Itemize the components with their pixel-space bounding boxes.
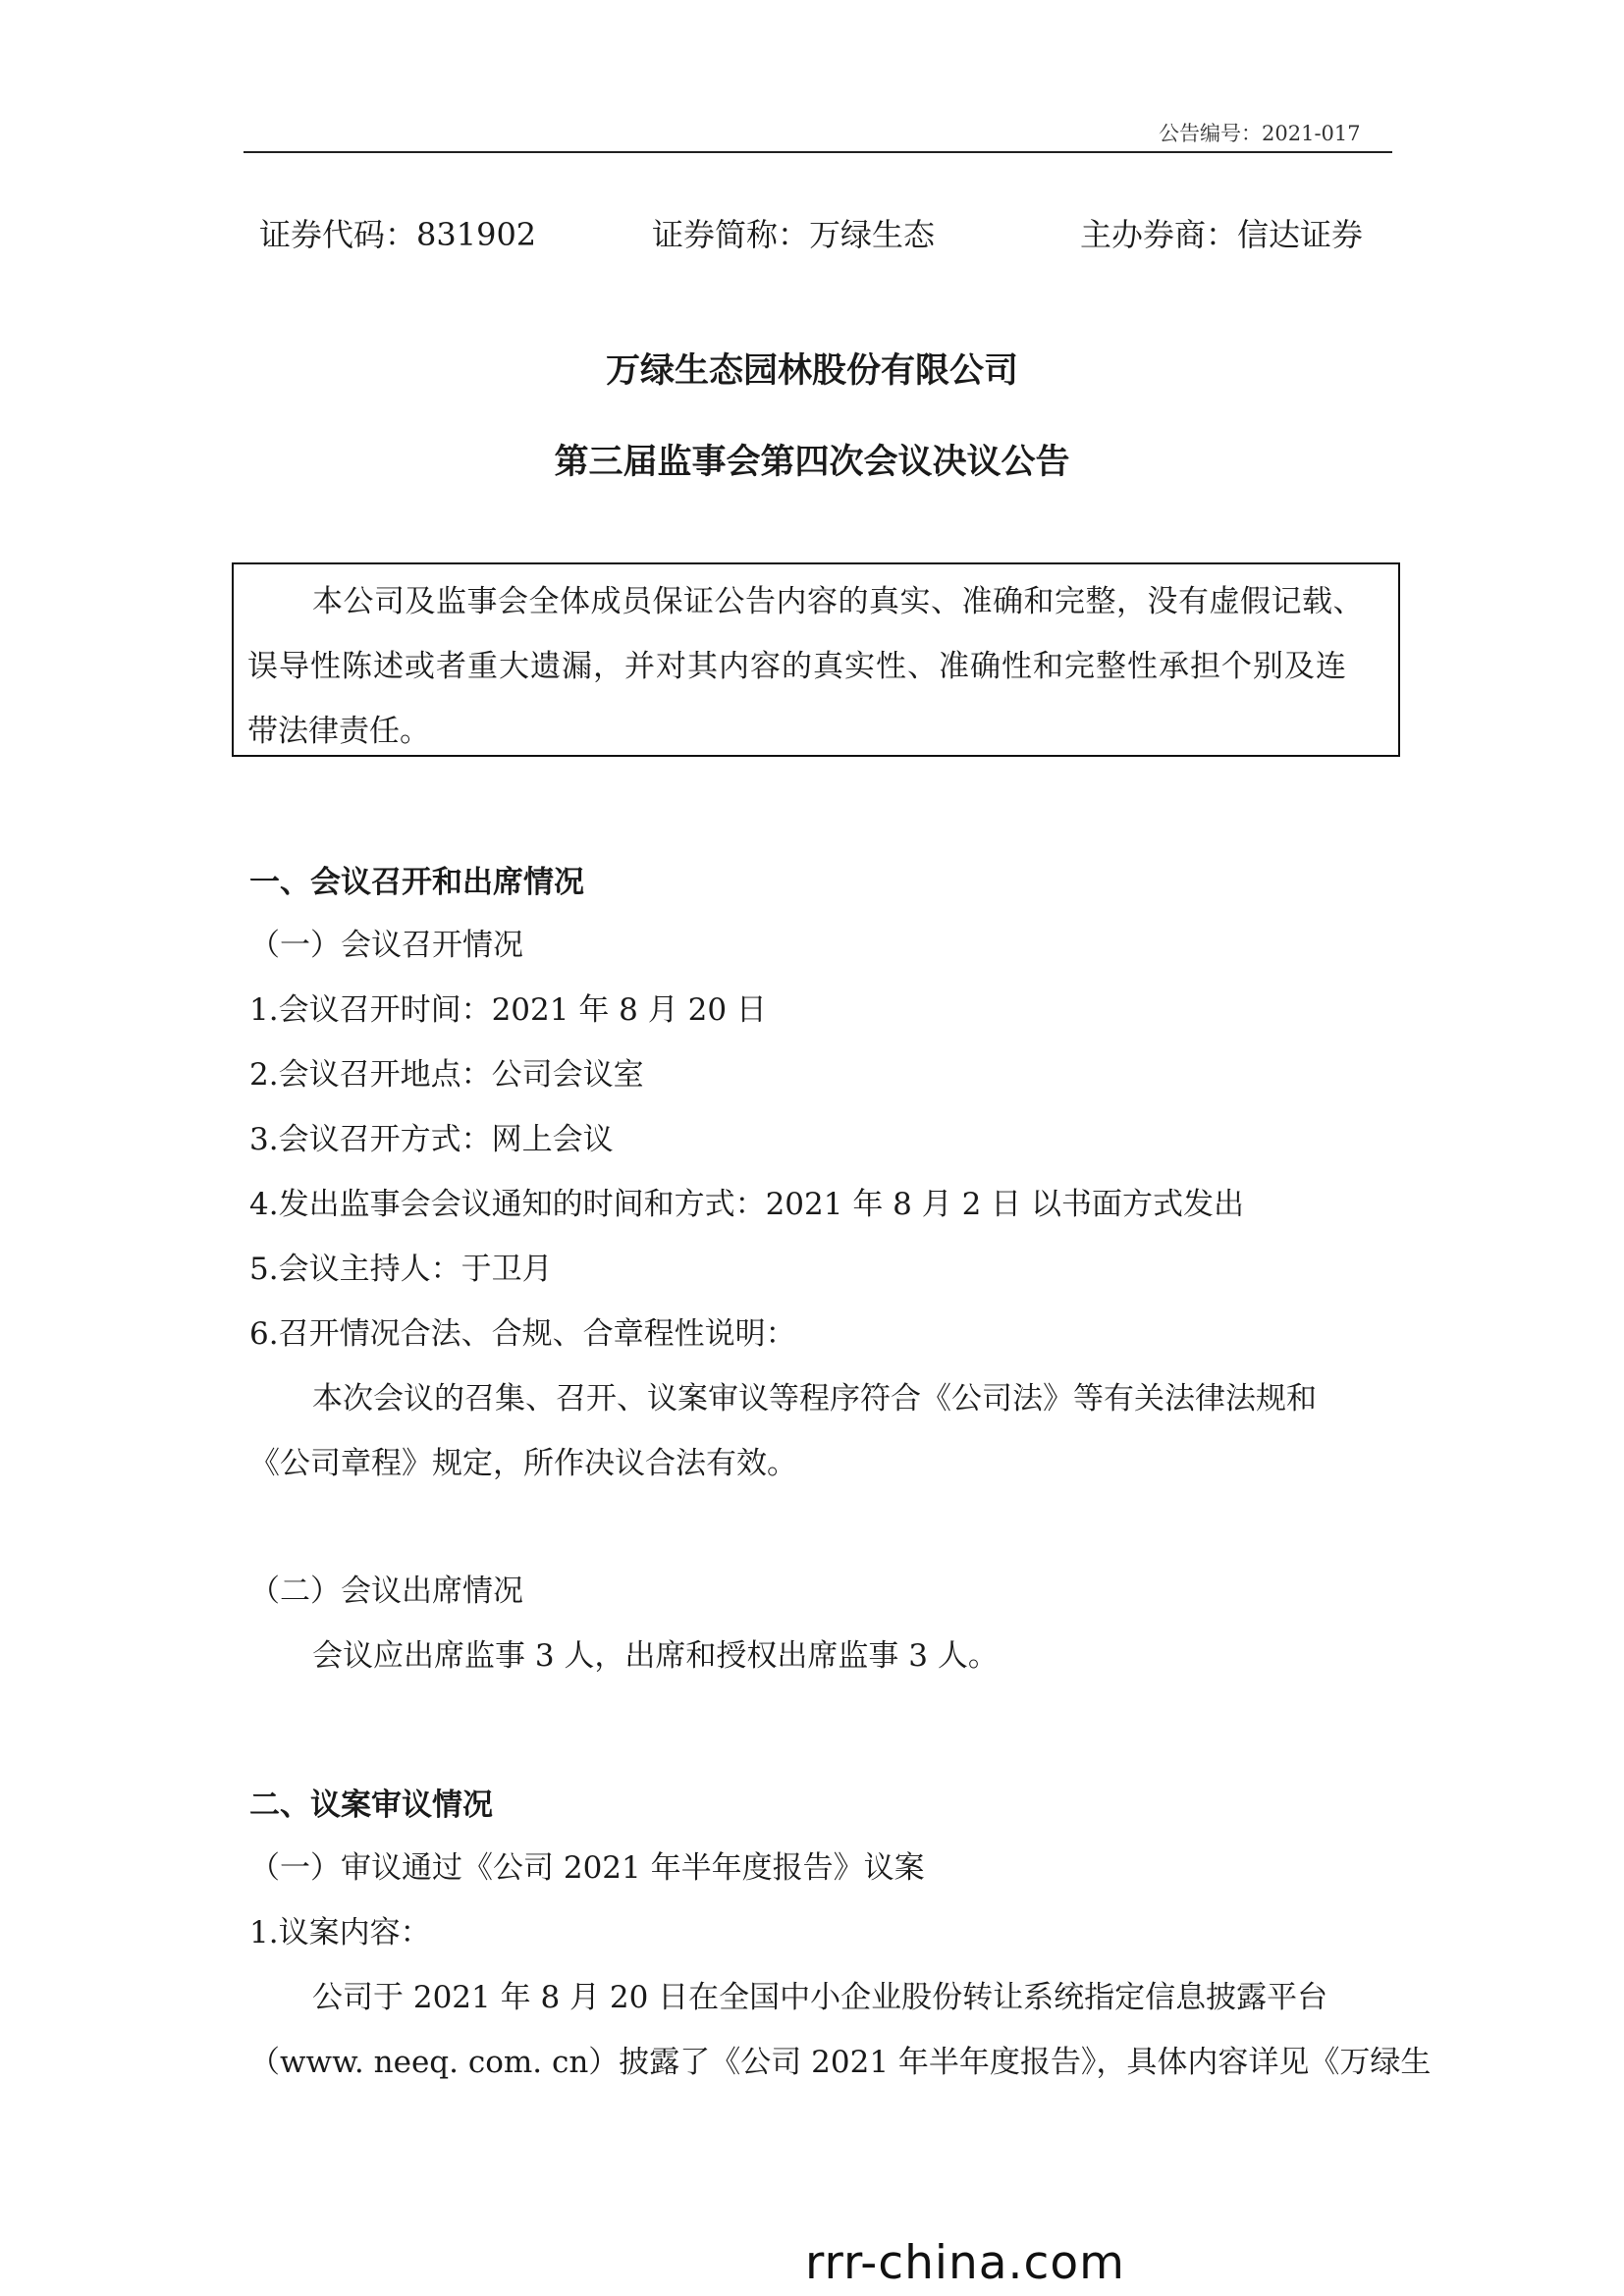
company-title: 万绿生态园林股份有限公司 xyxy=(605,351,1018,391)
announcement-number: 公告编号：2021-017 xyxy=(1159,122,1361,145)
section-1-sub-2: （二）会议出席情况 xyxy=(249,1574,523,1609)
compliance-heading: 6.召开情况合法、合规、合章程性说明： xyxy=(249,1316,796,1352)
compliance-line-1: 本次会议的召集、召开、议案审议等程序符合《公司法》等有关法律法规和 xyxy=(312,1381,1317,1416)
site-watermark: rrr-china.com xyxy=(805,2236,1125,2290)
proposal-content-line-1: 公司于 2021 年 8 月 20 日在全国中小企业股份转让系统指定信息披露平台 xyxy=(312,1980,1328,2015)
notice-line-3: 带法律责任。 xyxy=(247,714,430,749)
header-rule xyxy=(244,151,1392,153)
meeting-time: 1.会议召开时间：2021 年 8 月 20 日 xyxy=(249,992,767,1028)
section-1-heading: 一、会议召开和出席情况 xyxy=(249,865,584,900)
meeting-location: 2.会议召开地点：公司会议室 xyxy=(249,1057,644,1093)
notice-time-method: 4.发出监事会会议通知的时间和方式：2021 年 8 月 2 日 以书面方式发出 xyxy=(249,1187,1245,1222)
attendance: 会议应出席监事 3 人，出席和授权出席监事 3 人。 xyxy=(312,1638,999,1674)
compliance-line-2: 《公司章程》规定，所作决议合法有效。 xyxy=(249,1446,797,1481)
section-2-sub-1: （一）审议通过《公司 2021 年半年度报告》议案 xyxy=(249,1850,925,1886)
sponsor-broker: 主办券商：信达证券 xyxy=(1080,216,1364,253)
section-2-heading: 二、议案审议情况 xyxy=(249,1788,493,1823)
announcement-title: 第三届监事会第四次会议决议公告 xyxy=(554,443,1070,482)
meeting-host: 5.会议主持人：于卫月 xyxy=(249,1252,553,1287)
notice-line-2: 误导性陈述或者重大遗漏，并对其内容的真实性、准确性和完整性承担个别及连 xyxy=(247,649,1347,684)
securities-code: 证券代码：831902 xyxy=(259,216,537,253)
section-1-sub-1: （一）会议召开情况 xyxy=(249,928,523,963)
proposal-content-line-2: （www. neeq. com. cn）披露了《公司 2021 年半年度报告》，具体内容详见《万绿生 xyxy=(249,2045,1432,2080)
meeting-method: 3.会议召开方式：网上会议 xyxy=(249,1122,614,1157)
securities-short-name: 证券简称：万绿生态 xyxy=(652,216,936,253)
proposal-content-label: 1.议案内容： xyxy=(249,1915,431,1950)
notice-line-1: 本公司及监事会全体成员保证公告内容的真实、准确和完整，没有虚假记载、 xyxy=(312,584,1364,619)
